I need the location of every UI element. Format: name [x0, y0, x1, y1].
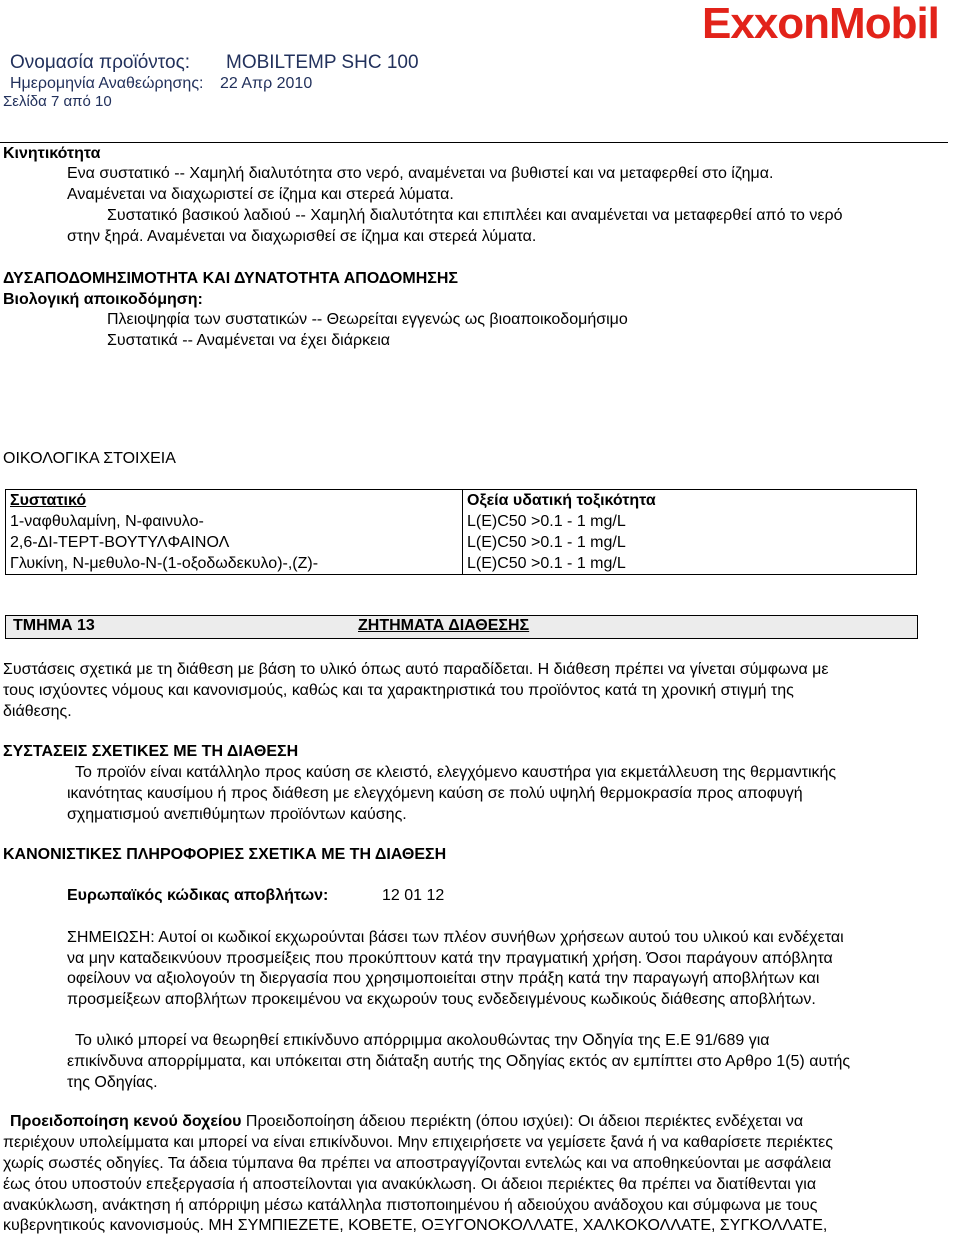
- exxonmobil-logo: ExxonMobil: [702, 0, 939, 48]
- empty-container-line: κυβερνητικούς κανονισμούς. ΜΗ ΣΥΜΠΙΕΖΕΤΕ, ΚΟΒΕΤΕ, ΟΞΥΓΟΝΟΚΟΛΛΑΤΕ, ΧΑΛΚΟΚΟΛΛΑΤΕ, ΣΥΓΚΟΛΛΑΤΕ,: [3, 1217, 828, 1234]
- note-line: να μην καταδεικνύουν προσμείξεις που προκύπτουν κατά την πραγματική χρήση. Όσοι παράγουν απόβλητα: [67, 950, 833, 967]
- product-name: MOBILTEMP SHC 100: [226, 52, 419, 73]
- section-13-header: [5, 615, 918, 639]
- waste-code-label: Ευρωπαϊκός κώδικας αποβλήτων:: [67, 887, 329, 904]
- toxicity-table: [5, 489, 917, 575]
- ecological-title: ΟΙΚΟΛΟΓΙΚΑ ΣΤΟΙΧΕΙΑ: [3, 450, 176, 467]
- disposal-intro-line: τους ισχύοντες νόμους και κανονισμούς, καθώς και τα χαρακτηριστικά του προϊόντος κατά τη χρονική στιγμή της: [3, 682, 794, 699]
- recommendation-line: Το προϊόν είναι κατάλληλο προς καύση σε κλειστό, ελεγχόμενο καυστήρα για εκμετάλλευση της θερμαντικής: [75, 764, 837, 781]
- recommendation-line: σχηματισμού ανεπιθύμητων προϊόντων καύσης.: [67, 806, 407, 823]
- hazardous-line: Το υλικό μπορεί να θεωρηθεί επικίνδυνο απόρριμμα ακολουθώντας την Οδηγία της Ε.Ε 91/689 για: [75, 1032, 770, 1049]
- component-cell: Γλυκίνη, N-μεθυλο-N-(1-οξοδωδεκυλο)-,(Z)-: [10, 554, 319, 572]
- header-divider: [0, 142, 948, 143]
- revision-date-label: Ημερομηνία Αναθεώρησης:: [10, 75, 204, 92]
- note-line: οφείλουν να αξιολογούν τη διεργασία που χρησιμοποιείται στην πράξη κατά την παραγωγή αποβλήτων και: [67, 970, 820, 987]
- empty-container-first-line: [10, 1113, 803, 1131]
- section-number: ΤΜΗΜΑ 13: [13, 617, 95, 634]
- mobility-title: Κινητικότητα: [3, 145, 101, 162]
- revision-date: 22 Απρ 2010: [220, 75, 313, 92]
- empty-container-label: Προειδοποίηση κενού δοχείου: [10, 1113, 242, 1130]
- recommendations-title: ΣΥΣΤΑΣΕΙΣ ΣΧΕΤΙΚΕΣ ΜΕ ΤΗ ΔΙΑΘΕΣΗ: [3, 743, 299, 760]
- toxicity-cell: L(E)C50 >0.1 - 1 mg/L: [463, 553, 917, 575]
- degradability-title: ΔΥΣΑΠΟΔΟΜΗΣΙΜΟΤΗΤΑ ΚΑΙ ΔΥΝΑΤΟΤΗΤΑ ΑΠΟΔΟΜΗΣΗΣ: [3, 270, 459, 287]
- biodegradation-subtitle: Βιολογική αποικοδόμηση:: [3, 291, 203, 308]
- disposal-intro-line: διάθεσης.: [3, 703, 72, 720]
- mobility-line: Αναμένεται να διαχωριστεί σε ίζημα και στερεά λύματα.: [67, 186, 454, 203]
- waste-code: 12 01 12: [382, 887, 445, 904]
- column-header-component: Συστατικό: [10, 491, 87, 509]
- mobility-line: στην ξηρά. Αναμένεται να διαχωρισθεί σε ίζημα και στερεά λύματα.: [67, 228, 537, 245]
- recommendation-line: ικανότητας καυσίμου ή προς διάθεση με ελεγχόμενη καύση σε πολύ υψηλή θερμοκρασία προς αποφυγή: [67, 785, 803, 802]
- column-header-toxicity: Οξεία υδατική τοξικότητα: [463, 490, 917, 512]
- section-title: ΖΗΤΗΜΑΤΑ ΔΙΑΘΕΣΗΣ: [358, 617, 530, 634]
- table-header-row: [6, 490, 917, 512]
- toxicity-cell: L(E)C50 >0.1 - 1 mg/L: [463, 532, 917, 553]
- biodegradation-line: Συστατικά -- Αναμένεται να έχει διάρκεια: [107, 332, 391, 349]
- component-cell: 1-ναφθυλαμίνη, Ν-φαινυλο-: [10, 512, 204, 530]
- toxicity-cell: L(E)C50 >0.1 - 1 mg/L: [463, 511, 917, 532]
- empty-container-line: ανακύκλωση, ανάκτηση ή απόρριψη μέσω κατάλληλα πιστοποιημένου ή αδειούχου ανάδοχου και σύμφωνα με τους: [3, 1197, 818, 1214]
- disposal-intro-line: Συστάσεις σχετικά με τη διάθεση με βάση το υλικό όπως αυτό παραδίδεται. Η διάθεση πρέπει να γίνεται σύμφωνα με: [3, 661, 829, 678]
- hazardous-line: επικίνδυνα απορρίμματα, και υπόκειται στη διάταξη αυτής της Οδηγίας εκτός αν εμπίπτει στο Αρθρο 1(5) αυτής: [67, 1053, 851, 1070]
- empty-container-line: περιέχουν υπολείμματα και μπορεί να είναι επικίνδυνοι. Μην επιχειρήσετε να γεμίσετε ξανά ή να καθαρίσετε περιέκτες: [3, 1134, 833, 1151]
- empty-container-line: Προειδοποίηση άδειου περιέκτη (όπου ισχύει): Οι άδειοι περιέκτες ενδέχεται να: [245, 1113, 804, 1130]
- mobility-line: Συστατικό βασικού λαδιού -- Χαμηλή διαλυτότητα και επιπλέει και αναμένεται να μεταφερθεί από το νερό: [107, 207, 843, 224]
- note-line: ΣΗΜΕΙΩΣΗ: Αυτοί οι κωδικοί εκχωρούνται βάσει των πλέον συνήθων χρήσεων αυτού του υλικού και ενδέχεται: [67, 929, 844, 946]
- empty-container-line: χωρίς σωστές οδηγίες. Τα άδεια τύμπανα θα πρέπει να αποστραγγίζονται εντελώς και να αποθηκεύονται με ασφάλεια: [3, 1155, 832, 1172]
- empty-container-line: έως ότου υποστούν επεξεργασία ή αποστείλονται για ανακύκλωση. Οι άδειοι περιέκτες θα πρέπει να διατίθενται για: [3, 1176, 817, 1193]
- regulatory-title: ΚΑΝΟΝΙΣΤΙΚΕΣ ΠΛΗΡΟΦΟΡΙΕΣ ΣΧΕΤΙΚΑ ΜΕ ΤΗ ΔΙΑΘΕΣΗ: [3, 846, 447, 863]
- table-row: [6, 553, 917, 575]
- hazardous-line: της Οδηγίας.: [67, 1074, 158, 1091]
- product-name-label: Ονομασία προϊόντος:: [10, 52, 190, 73]
- component-cell: 2,6-ΔΙ-ΤΕΡΤ-ΒΟΥΤΥΛΦΑΙΝΟΛ: [10, 533, 230, 551]
- mobility-line: Ενα συστατικό -- Χαμηλή διαλυτότητα στο νερό, αναμένεται να βυθιστεί και να μεταφερθεί στο ίζημα.: [67, 165, 774, 182]
- table-row: [6, 532, 917, 553]
- page-number: Σελίδα 7 από 10: [3, 93, 112, 110]
- biodegradation-line: Πλειοψηφία των συστατικών -- Θεωρείται εγγενώς ως βιοαποικοδομήσιμο: [107, 311, 628, 328]
- note-line: προσμείξεων αποβλήτων προκειμένου να εκχωρούν τους ενδεδειγμένους κωδικούς διάθεσης αποβλήτων.: [67, 991, 816, 1008]
- table-row: [6, 511, 917, 532]
